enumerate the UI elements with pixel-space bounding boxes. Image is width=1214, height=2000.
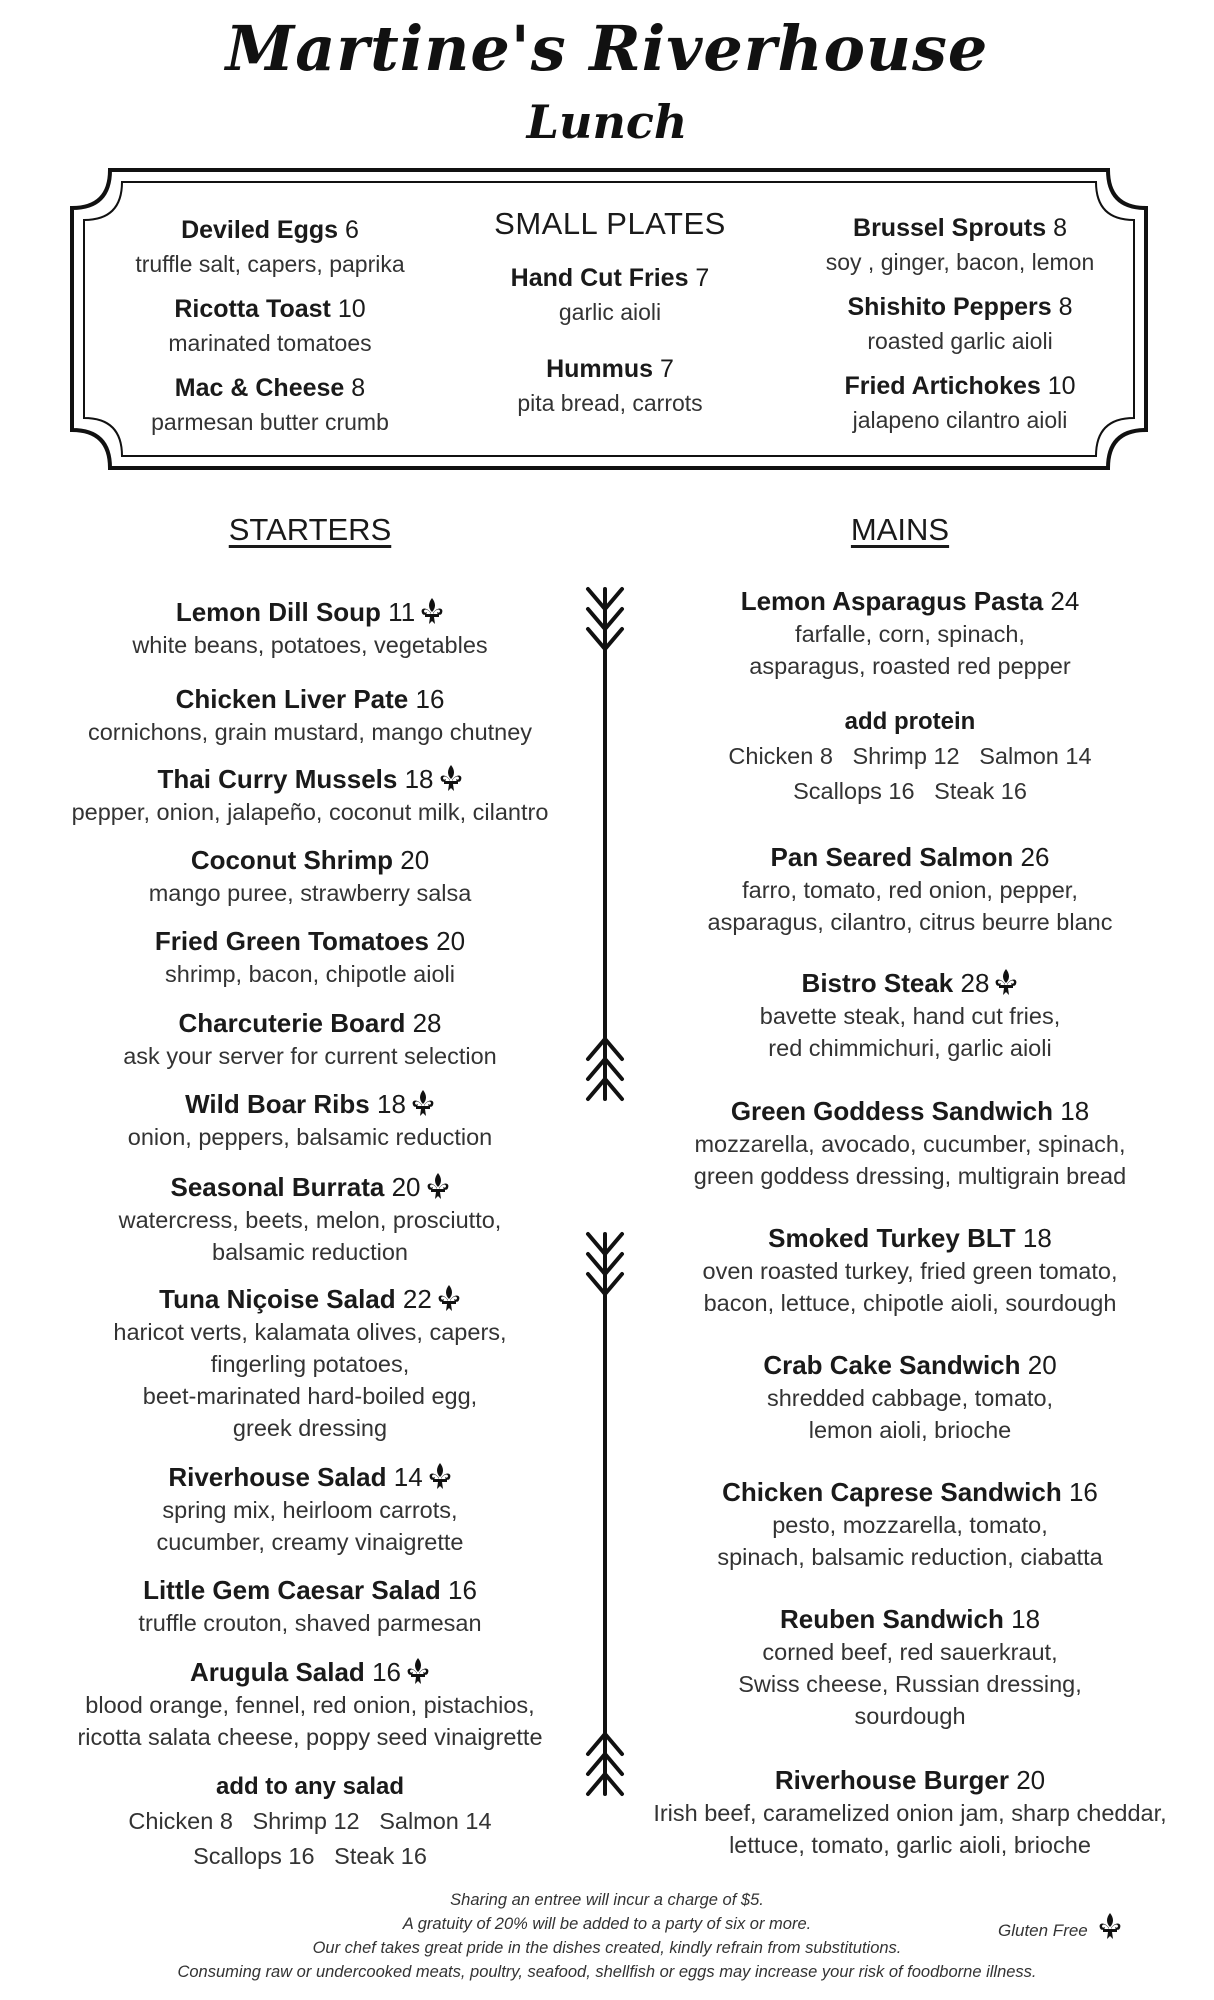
item-description: truffle crouton, shaved parmesan bbox=[138, 1610, 482, 1636]
menu-item bbox=[40, 924, 580, 990]
fleur-de-lis-icon bbox=[1098, 1912, 1122, 1940]
item-description: greek dressing bbox=[232, 1415, 388, 1441]
addon-options: Scallops 16 Steak 16 bbox=[793, 778, 1027, 804]
menu-item bbox=[40, 1573, 580, 1639]
fleur-de-lis-icon bbox=[411, 1089, 435, 1117]
menu-item bbox=[40, 762, 580, 828]
menu-item bbox=[40, 1006, 580, 1072]
menu-item bbox=[630, 1602, 1190, 1732]
item-heading bbox=[40, 1573, 580, 1607]
fleur-de-lis-icon bbox=[428, 1462, 452, 1490]
item-description: onion, peppers, balsamic reduction bbox=[127, 1124, 493, 1150]
addon-label: add to any salad bbox=[215, 1773, 405, 1800]
menu-item bbox=[630, 584, 1190, 682]
starters-column bbox=[40, 0, 580, 2000]
menu-item bbox=[630, 1094, 1190, 1192]
item-price: 18 bbox=[404, 764, 434, 794]
item-name: Riverhouse Burger bbox=[774, 1765, 1009, 1795]
menu-item bbox=[40, 1655, 580, 1753]
item-price: 16 bbox=[415, 684, 445, 714]
item-description: fingerling potatoes, bbox=[210, 1351, 410, 1377]
item-name: Arugula Salad bbox=[190, 1657, 365, 1687]
item-name: Hummus bbox=[546, 355, 654, 383]
item-price: 20 bbox=[436, 926, 466, 956]
item-name: Chicken Caprese Sandwich bbox=[722, 1477, 1062, 1507]
item-name: Pan Seared Salmon bbox=[770, 842, 1014, 872]
item-description: balsamic reduction bbox=[212, 1239, 408, 1265]
menu-item bbox=[630, 840, 1190, 938]
item-name: Lemon Asparagus Pasta bbox=[740, 586, 1044, 616]
item-price: 16 bbox=[1068, 1477, 1098, 1507]
arrow-icon bbox=[580, 585, 630, 1105]
item-price: 20 bbox=[1027, 1350, 1057, 1380]
item-price: 26 bbox=[1020, 842, 1050, 872]
item-price: 16 bbox=[372, 1657, 401, 1687]
addon-label: add protein bbox=[844, 708, 976, 735]
item-description: beet-marinated hard-boiled egg, bbox=[142, 1383, 478, 1409]
gluten-free-label: Gluten Free bbox=[998, 1921, 1088, 1940]
item-description: haricot verts, kalamata olives, capers, bbox=[113, 1319, 507, 1345]
item-name: Seasonal Burrata bbox=[170, 1172, 385, 1202]
item-name: Reuben Sandwich bbox=[779, 1604, 1004, 1634]
fleur-de-lis-icon bbox=[437, 1284, 461, 1312]
item-description: mozzarella, avocado, cucumber, spinach, bbox=[694, 1131, 1126, 1157]
fleur-de-lis-icon bbox=[439, 764, 463, 792]
item-name: Little Gem Caesar Salad bbox=[143, 1575, 441, 1605]
item-name: Chicken Liver Pate bbox=[175, 684, 409, 714]
item-price: 10 bbox=[337, 295, 366, 323]
item-heading bbox=[40, 1655, 580, 1689]
item-description: shrimp, bacon, chipotle aioli bbox=[165, 961, 455, 987]
item-price: 8 bbox=[1053, 214, 1067, 242]
item-heading bbox=[630, 840, 1190, 874]
item-description: soy , ginger, bacon, lemon bbox=[825, 249, 1095, 275]
item-description: asparagus, roasted red pepper bbox=[749, 653, 1071, 679]
item-description: ricotta salata cheese, poppy seed vinaigrette bbox=[77, 1724, 543, 1750]
addon-options: Scallops 16 Steak 16 bbox=[193, 1843, 427, 1869]
footer-line: Our chef takes great pride in the dishes created, kindly refrain from substitutions. bbox=[312, 1939, 902, 1957]
item-description: pepper, onion, jalapeño, coconut milk, cilantro bbox=[71, 799, 549, 825]
item-heading bbox=[630, 584, 1190, 618]
item-name: Crab Cake Sandwich bbox=[763, 1350, 1021, 1380]
item-price: 6 bbox=[345, 216, 359, 244]
item-price: 18 bbox=[1060, 1096, 1090, 1126]
mains-column bbox=[630, 0, 1190, 2000]
protein-addon bbox=[630, 705, 1190, 809]
item-price: 7 bbox=[695, 264, 710, 292]
menu-item bbox=[40, 595, 580, 661]
menu-item bbox=[40, 1087, 580, 1153]
item-description: lemon aioli, brioche bbox=[808, 1417, 1012, 1443]
menu-item bbox=[40, 1170, 580, 1268]
item-name: Thai Curry Mussels bbox=[157, 764, 398, 794]
item-price: 18 bbox=[1011, 1604, 1041, 1634]
item-name: Fried Artichokes bbox=[844, 372, 1041, 400]
item-heading bbox=[40, 1006, 580, 1040]
menu-item bbox=[630, 1221, 1190, 1319]
item-name: Ricotta Toast bbox=[174, 295, 331, 323]
item-price: 7 bbox=[660, 355, 674, 383]
item-name: Coconut Shrimp bbox=[190, 845, 394, 875]
menu-item bbox=[40, 843, 580, 909]
item-heading bbox=[40, 1460, 580, 1494]
fleur-de-lis-icon bbox=[420, 597, 444, 625]
menu-item bbox=[40, 1282, 580, 1444]
item-description: corned beef, red sauerkraut, bbox=[762, 1639, 1058, 1665]
item-price: 11 bbox=[388, 597, 416, 627]
item-heading bbox=[40, 843, 580, 877]
item-name: Mac & Cheese bbox=[174, 374, 345, 402]
item-description: cucumber, creamy vinaigrette bbox=[156, 1529, 464, 1555]
item-description: sourdough bbox=[854, 1703, 966, 1729]
item-description: roasted garlic aioli bbox=[867, 328, 1053, 354]
footer-line: Consuming raw or undercooked meats, poultry, seafood, shellfish or eggs may increase your risk of foodborne illness. bbox=[177, 1963, 1037, 1981]
addon-options: Chicken 8 Shrimp 12 Salmon 14 bbox=[728, 743, 1092, 769]
menu-item bbox=[630, 1348, 1190, 1446]
item-name: Smoked Turkey BLT bbox=[768, 1223, 1016, 1253]
item-heading bbox=[40, 924, 580, 958]
item-heading bbox=[40, 595, 580, 629]
item-description: Irish beef, caramelized onion jam, sharp cheddar, bbox=[653, 1800, 1167, 1826]
item-description: green goddess dressing, multigrain bread bbox=[693, 1163, 1127, 1189]
addon-options: Chicken 8 Shrimp 12 Salmon 14 bbox=[128, 1808, 492, 1834]
item-heading bbox=[630, 1221, 1190, 1255]
item-description: truffle salt, capers, paprika bbox=[135, 251, 405, 277]
item-description: spring mix, heirloom carrots, bbox=[162, 1497, 458, 1523]
menu-item bbox=[630, 1763, 1190, 1861]
item-heading bbox=[40, 682, 580, 716]
item-name: Deviled Eggs bbox=[181, 216, 339, 244]
item-description: ask your server for current selection bbox=[123, 1043, 497, 1069]
fleur-de-lis-icon bbox=[994, 968, 1018, 996]
footer-line: A gratuity of 20% will be added to a party of six or more. bbox=[402, 1915, 812, 1933]
item-price: 8 bbox=[1058, 293, 1073, 321]
item-description: bacon, lettuce, chipotle aioli, sourdough bbox=[703, 1290, 1117, 1316]
item-heading bbox=[630, 1602, 1190, 1636]
item-description: shredded cabbage, tomato, bbox=[766, 1385, 1054, 1411]
item-description: jalapeno cilantro aioli bbox=[852, 407, 1068, 433]
item-description: blood orange, fennel, red onion, pistachios, bbox=[85, 1692, 535, 1718]
item-description: marinated tomatoes bbox=[168, 330, 372, 356]
item-description: pita bread, carrots bbox=[517, 390, 703, 416]
item-description: garlic aioli bbox=[558, 299, 662, 325]
item-description: asparagus, cilantro, citrus beurre blanc bbox=[707, 909, 1113, 935]
item-price: 14 bbox=[393, 1462, 423, 1492]
item-name: Hand Cut Fries bbox=[510, 264, 689, 292]
arrow-icon bbox=[580, 1230, 630, 1800]
mains-heading: MAINS bbox=[850, 512, 950, 547]
starters-heading: STARTERS bbox=[228, 512, 392, 547]
fleur-de-lis-icon bbox=[406, 1657, 430, 1685]
item-description: red chimmichuri, garlic aioli bbox=[768, 1035, 1052, 1061]
item-description: farro, tomato, red onion, pepper, bbox=[742, 877, 1078, 903]
item-description: mango puree, strawberry salsa bbox=[148, 880, 472, 906]
item-name: Fried Green Tomatoes bbox=[154, 926, 429, 956]
item-description: bavette steak, hand cut fries, bbox=[759, 1003, 1061, 1029]
small-plates-heading: SMALL PLATES bbox=[494, 206, 726, 241]
item-heading bbox=[40, 1170, 580, 1204]
item-heading bbox=[40, 1087, 580, 1121]
item-description: lettuce, tomato, garlic aioli, brioche bbox=[729, 1832, 1091, 1858]
item-price: 28 bbox=[412, 1008, 442, 1038]
item-name: Wild Boar Ribs bbox=[185, 1089, 370, 1119]
item-description: Swiss cheese, Russian dressing, bbox=[738, 1671, 1082, 1697]
item-name: Green Goddess Sandwich bbox=[730, 1096, 1054, 1126]
item-heading bbox=[630, 1763, 1190, 1797]
item-price: 10 bbox=[1047, 372, 1076, 400]
menu-subtitle: Lunch bbox=[526, 95, 688, 149]
menu-item bbox=[40, 682, 580, 748]
item-price: 22 bbox=[402, 1284, 432, 1314]
item-description: pesto, mozzarella, tomato, bbox=[772, 1512, 1048, 1538]
item-price: 28 bbox=[960, 968, 990, 998]
item-name: Shishito Peppers bbox=[847, 293, 1052, 321]
item-description: cornichons, grain mustard, mango chutney bbox=[87, 719, 533, 745]
item-description: spinach, balsamic reduction, ciabatta bbox=[717, 1544, 1103, 1570]
item-name: Lemon Dill Soup bbox=[175, 597, 381, 627]
item-heading bbox=[40, 762, 580, 796]
item-price: 24 bbox=[1050, 586, 1080, 616]
fleur-de-lis-icon bbox=[426, 1172, 450, 1200]
protein-addon bbox=[40, 1770, 580, 1874]
gluten-free-legend bbox=[998, 1912, 1122, 1941]
item-name: Brussel Sprouts bbox=[853, 214, 1047, 242]
menu-item bbox=[630, 1475, 1190, 1573]
item-heading bbox=[40, 1282, 580, 1316]
item-name: Bistro Steak bbox=[801, 968, 954, 998]
item-name: Tuna Niçoise Salad bbox=[159, 1284, 396, 1314]
item-heading bbox=[630, 1094, 1190, 1128]
item-name: Riverhouse Salad bbox=[168, 1462, 387, 1492]
item-description: oven roasted turkey, fried green tomato, bbox=[702, 1258, 1118, 1284]
item-description: white beans, potatoes, vegetables bbox=[132, 632, 488, 658]
item-price: 16 bbox=[448, 1575, 477, 1605]
item-name: Charcuterie Board bbox=[178, 1008, 406, 1038]
item-heading bbox=[630, 1348, 1190, 1382]
menu-item bbox=[630, 966, 1190, 1064]
item-heading bbox=[630, 966, 1190, 1000]
menu-item bbox=[40, 1460, 580, 1558]
footer-line: Sharing an entree will incur a charge of $5. bbox=[450, 1891, 764, 1909]
item-price: 8 bbox=[351, 374, 366, 402]
item-price: 18 bbox=[1022, 1223, 1052, 1253]
item-description: farfalle, corn, spinach, bbox=[795, 621, 1025, 647]
item-description: watercress, beets, melon, prosciutto, bbox=[118, 1207, 502, 1233]
restaurant-title: Martine's Riverhouse bbox=[225, 12, 989, 85]
item-price: 20 bbox=[400, 845, 430, 875]
item-price: 20 bbox=[1016, 1765, 1046, 1795]
item-price: 20 bbox=[391, 1172, 421, 1202]
item-description: parmesan butter crumb bbox=[151, 409, 389, 435]
item-heading bbox=[630, 1475, 1190, 1509]
item-price: 18 bbox=[376, 1089, 406, 1119]
